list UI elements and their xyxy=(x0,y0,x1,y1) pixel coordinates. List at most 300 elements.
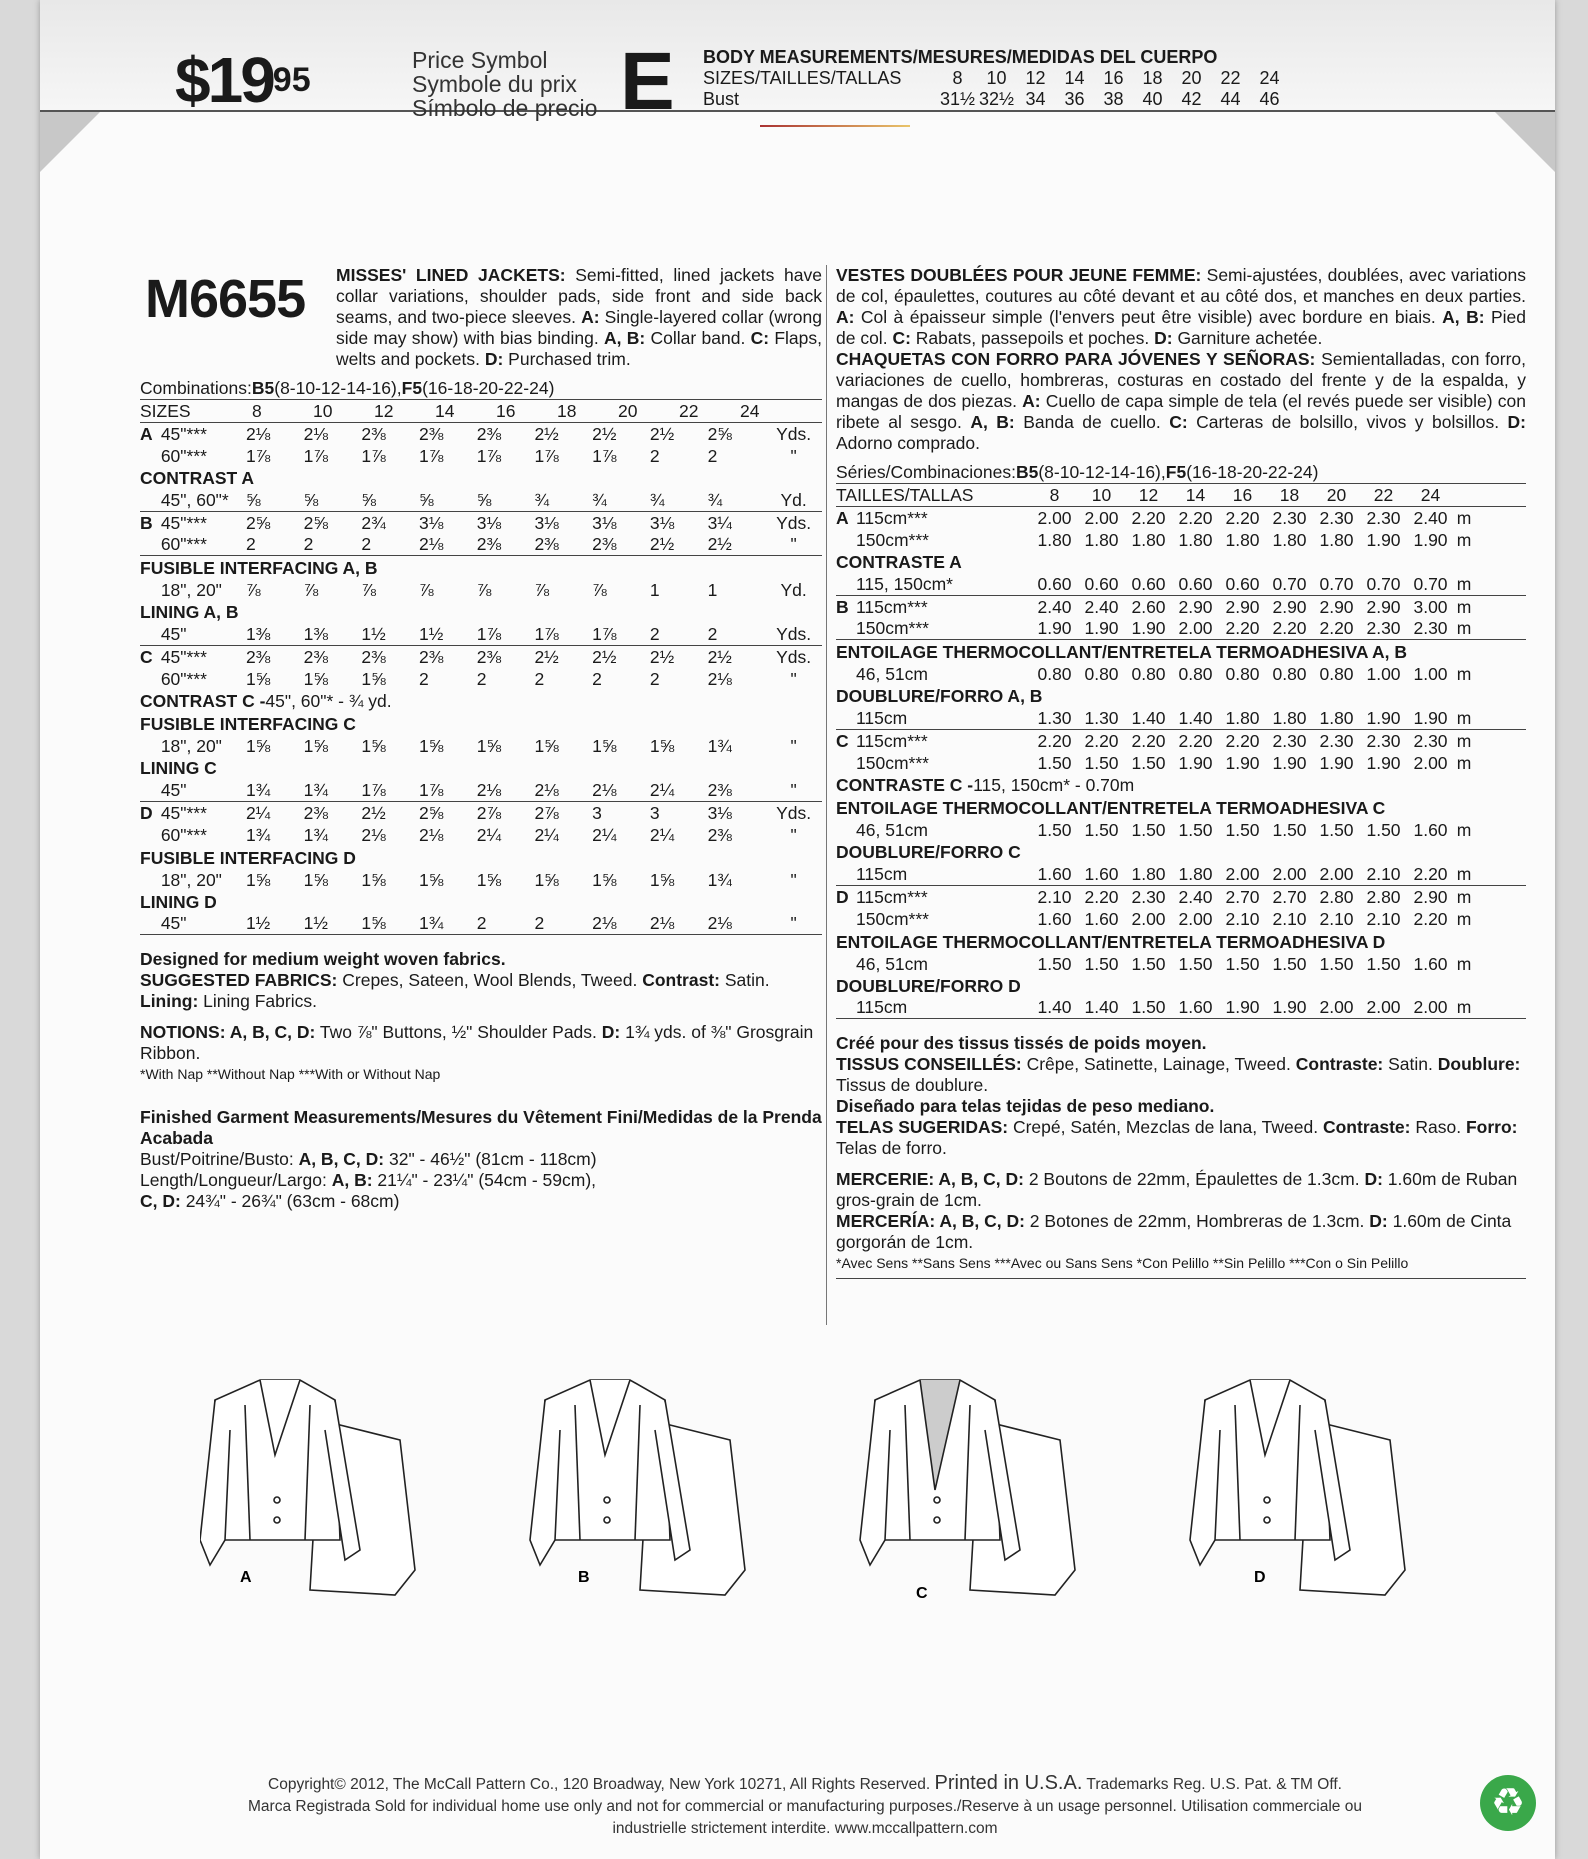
fabric-width: 115cm*** xyxy=(856,730,928,751)
table-row xyxy=(836,997,1526,1019)
yardage-value: 2.60 xyxy=(1131,597,1166,618)
yardage-value: 2⅛ xyxy=(534,779,559,800)
yardage-value: 2.30 xyxy=(1366,730,1401,751)
bold-text: D: xyxy=(1369,1211,1388,1232)
yardage-value: 2⅜ xyxy=(361,423,386,444)
fabric-width: 18", 20" xyxy=(160,869,222,890)
column-divider xyxy=(826,265,827,1325)
yardage-value: 2⅜ xyxy=(419,646,444,667)
yardage-value: 2.00 xyxy=(1413,753,1448,774)
size-value: 10 xyxy=(986,68,1007,88)
unit: " xyxy=(790,534,797,555)
yardage-value: 1⅞ xyxy=(361,779,386,800)
bold-text: C: xyxy=(1169,412,1188,432)
fabric-width: 45" xyxy=(160,623,187,644)
text: Crepes, Sateen, Wool Blends, Tweed. xyxy=(337,970,643,991)
yardage-value: 2.20 xyxy=(1225,618,1260,639)
unit: m xyxy=(1456,953,1472,974)
text: 1¾ yds. of ⅜" Grosgrain Ribbon. xyxy=(140,1022,814,1064)
size-header: 16 xyxy=(496,400,516,421)
yardage-value: 2⅜ xyxy=(707,825,732,846)
yardage-value: 1¾ xyxy=(245,825,271,846)
yardage-value: 2.00 xyxy=(1319,863,1354,884)
unit: m xyxy=(1456,863,1472,884)
yardage-value: 2 xyxy=(476,669,487,690)
yardage-value: 3.00 xyxy=(1413,597,1448,618)
jacket-view-d xyxy=(1190,1380,1405,1595)
yardage-value: 1.90 xyxy=(1413,707,1448,728)
table-row xyxy=(836,573,1526,595)
fabric-width: 150cm*** xyxy=(856,753,929,774)
text: 1.60m de Ruban gros-grain de 1cm. xyxy=(836,1169,1518,1211)
yardage-value: 2.30 xyxy=(1319,507,1354,528)
yardage-value: 2½ xyxy=(707,534,732,555)
fabric-width: 115cm*** xyxy=(856,597,928,618)
yardage-value: 3⅛ xyxy=(476,513,502,534)
yardage-value: 0.70 xyxy=(1272,573,1307,594)
text: Semi-fitted, lined jackets have collar variations, shoulder pads, side front and side back seams, and two-piece sleeves. xyxy=(336,265,822,327)
yardage-value: 2.30 xyxy=(1272,507,1307,528)
text: Bust/Poitrine/Busto: xyxy=(140,1149,299,1170)
yardage-value: 2.00 xyxy=(1178,618,1213,639)
text: (16-18-20-22-24) xyxy=(1186,462,1319,483)
bold-text: TELAS SUGERIDAS: xyxy=(836,1117,1009,1138)
text: Tissus de doublure. xyxy=(836,1075,989,1096)
decorative-line xyxy=(760,125,910,127)
yardage-rows-en xyxy=(140,400,822,935)
yardage-value: 1.90 xyxy=(1366,753,1401,774)
fabric-width: 45"*** xyxy=(160,423,207,444)
yardage-value: 2.00 xyxy=(1225,863,1260,884)
table-row xyxy=(836,930,1526,952)
bold-text: TISSUS CONSEILLÉS: xyxy=(836,1054,1022,1075)
yardage-value: 2.90 xyxy=(1413,886,1448,907)
view-letter: D xyxy=(836,886,849,907)
sizes-label: SIZES/TAILLES/TALLAS xyxy=(703,68,902,88)
yardage-value: 2.20 xyxy=(1413,863,1448,884)
price-dollars: 19 xyxy=(207,44,273,116)
yardage-value: ⅞ xyxy=(476,579,492,600)
yardage-value: ⅞ xyxy=(534,579,550,600)
yardage-value: 1¾ xyxy=(707,869,732,890)
size-header: 10 xyxy=(313,400,333,421)
bold-text: Contrast: xyxy=(642,970,720,991)
yardage-value: 2.90 xyxy=(1225,597,1260,618)
yardage-value: ¾ xyxy=(592,489,607,510)
table-row xyxy=(836,663,1526,685)
bold-text: A: xyxy=(836,307,855,327)
yardage-value: 2⅝ xyxy=(707,423,732,444)
section-heading: DOUBLURE/FORRO A, B xyxy=(836,686,1043,707)
table-row xyxy=(140,913,822,935)
yardage-value: 0.80 xyxy=(1178,663,1213,684)
fabric-width: 45", 60"* xyxy=(160,489,229,510)
view-letter: C xyxy=(140,646,153,667)
text: Semi-ajustées, doublées, avec variations de col, épaulettes, coutures au côté devant et au côté dos, et manches en deux parties. xyxy=(836,265,1526,306)
yardage-value: 1.80 xyxy=(1131,530,1166,551)
bold-text: Lining: xyxy=(140,991,199,1012)
table-row xyxy=(836,863,1526,885)
yardage-value: 1.90 xyxy=(1225,753,1260,774)
flap-corner-right xyxy=(1495,112,1555,172)
yardage-value: 1.80 xyxy=(1178,530,1213,551)
yardage-value: 1.80 xyxy=(1272,707,1307,728)
yardage-value: 2⅜ xyxy=(419,423,444,444)
yardage-value: 1.50 xyxy=(1272,820,1307,841)
table-row xyxy=(140,869,822,891)
view-label: C xyxy=(916,1585,928,1602)
yardage-value: 1⅝ xyxy=(245,869,271,890)
yardage-value: 0.70 xyxy=(1413,573,1448,594)
yardage-value: 2½ xyxy=(534,423,559,444)
yardage-value: 2 xyxy=(245,534,256,555)
finished-measurements xyxy=(140,1107,822,1212)
table-row xyxy=(140,757,822,779)
yardage-value: 2.00 xyxy=(1366,997,1401,1018)
bust-value: 32½ xyxy=(978,89,1015,109)
section-heading: ENTOILAGE THERMOCOLLANT/ENTRETELA TERMOADHESIVA D xyxy=(836,931,1386,952)
text: Purchased trim. xyxy=(503,349,631,369)
bold-text: A, B, C, D: xyxy=(298,1149,385,1170)
table-row xyxy=(836,618,1526,640)
bold-text: A, B: xyxy=(1442,307,1485,327)
unit: m xyxy=(1456,618,1472,639)
yardage-value: 2½ xyxy=(361,802,386,823)
bold-text: MERCERIE: A, B, C, D: xyxy=(836,1169,1024,1190)
yardage-value: 2.40 xyxy=(1084,597,1119,618)
bold-text: B5 xyxy=(1015,462,1039,483)
fabric-width: 115, 150cm* xyxy=(856,573,953,594)
yardage-value: 2.70 xyxy=(1272,886,1307,907)
size-header: 22 xyxy=(679,400,699,421)
text: Raso. xyxy=(1410,1117,1466,1138)
section-heading: LINING D xyxy=(140,892,217,913)
table-row xyxy=(140,802,822,824)
bold-text: C: xyxy=(750,328,770,348)
section-heading: FUSIBLE INTERFACING A, B xyxy=(140,557,378,578)
size-header-label: SIZES xyxy=(140,400,191,421)
yardage-value: 2⅛ xyxy=(476,779,502,800)
yardage-value: 2.20 xyxy=(1131,507,1166,528)
yardage-value: 2.00 xyxy=(1178,909,1213,930)
yardage-value: 1 xyxy=(649,579,660,600)
yardage-value: 2.90 xyxy=(1319,597,1354,618)
yardage-value: 1¾ xyxy=(419,913,444,934)
bust-value: 38 xyxy=(1103,89,1124,109)
yardage-value: 2 xyxy=(361,534,372,555)
yardage-value: 2 xyxy=(592,669,602,690)
text: Flaps, welts and pockets. xyxy=(336,328,822,369)
yardage-value: 1⅞ xyxy=(303,446,328,467)
bold-text: C, D: xyxy=(140,1191,181,1212)
yardage-value: 1¾ xyxy=(303,779,328,800)
text: Single-layered collar (wrong side may show) with bias binding. xyxy=(336,307,822,348)
yardage-value: 2.30 xyxy=(1366,618,1401,639)
size-value: 22 xyxy=(1220,68,1241,88)
section-heading: CONTRAST A xyxy=(140,468,255,489)
yardage-value: 0.60 xyxy=(1037,573,1072,594)
yardage-value: 2.20 xyxy=(1178,507,1213,528)
yardage-value: ⅞ xyxy=(303,579,319,600)
table-row xyxy=(140,824,822,846)
yardage-value: 1.90 xyxy=(1272,997,1307,1018)
yardage-value: 2 xyxy=(707,446,718,467)
size-value: 14 xyxy=(1064,68,1085,88)
yardage-value: 2.70 xyxy=(1225,886,1260,907)
table-row xyxy=(140,423,822,445)
yardage-value: 1.40 xyxy=(1178,707,1213,728)
yardage-value: 2.90 xyxy=(1272,597,1307,618)
yardage-value: 1.80 xyxy=(1272,530,1307,551)
size-header: 24 xyxy=(740,400,760,421)
notions-fr-es xyxy=(836,1169,1526,1253)
yardage-value: 1.80 xyxy=(1225,707,1260,728)
section-heading: ENTOILAGE THERMOCOLLANT/ENTRETELA TERMOADHESIVA A, B xyxy=(836,641,1408,662)
price: $\$19^{95}$ xyxy=(175,44,311,116)
yardage-value: 1.50 xyxy=(1131,820,1166,841)
yardage-value: 2½ xyxy=(649,423,675,444)
unit: m xyxy=(1456,730,1472,751)
yardage-value: 1.80 xyxy=(1084,530,1119,551)
bold-text: D: xyxy=(1364,1169,1383,1190)
size-header: 8 xyxy=(252,400,262,421)
size-value: 8 xyxy=(952,68,963,88)
yardage-value: 2.30 xyxy=(1131,886,1166,907)
yardage-value: 2.40 xyxy=(1178,886,1213,907)
text: 2 Boutons de 22mm, Épaulettes de 1.3cm. xyxy=(1023,1169,1365,1190)
yardage-value: 3 xyxy=(649,802,660,823)
unit: Yd. xyxy=(780,579,807,600)
table-row xyxy=(140,512,822,534)
section-note: 115, 150cm* - 0.70m xyxy=(973,775,1135,796)
yardage-value: 2.80 xyxy=(1319,886,1354,907)
yardage-value: 2 xyxy=(649,623,660,644)
yardage-value: 1⅝ xyxy=(419,869,444,890)
fabric-width: 115cm*** xyxy=(856,886,928,907)
bold-text: C: xyxy=(892,328,911,348)
yardage-value: 1.50 xyxy=(1084,953,1119,974)
yardage-value: 2⅛ xyxy=(361,825,386,846)
yardage-value: 2 xyxy=(476,913,487,934)
text: Crêpe, Satinette, Lainage, Tweed. xyxy=(1021,1054,1296,1075)
yardage-value: 1¾ xyxy=(303,825,328,846)
bold-text: Finished Garment Measurements/Mesures du Vêtement Fini/Medidas de la Prenda Acabada xyxy=(140,1107,822,1149)
table-row xyxy=(836,908,1526,930)
yardage-value: 1⅞ xyxy=(476,446,502,467)
yardage-value: 1.90 xyxy=(1178,753,1213,774)
pattern-number: M6655 xyxy=(145,269,306,329)
yardage-value: 1⅜ xyxy=(303,623,328,644)
yardage-value: 2⅞ xyxy=(534,802,559,823)
yardage-value: 2.30 xyxy=(1413,730,1448,751)
table-row xyxy=(140,779,822,801)
yardage-value: 1⅞ xyxy=(419,446,444,467)
text: 21¼" - 23¼" (54cm - 59cm), xyxy=(372,1170,597,1191)
yardage-value: 2⅞ xyxy=(476,802,502,823)
fabric-width: 115cm xyxy=(856,863,908,884)
yardage-value: 1.30 xyxy=(1084,707,1119,728)
yardage-value: 1 xyxy=(707,579,718,600)
table-row xyxy=(140,846,822,868)
yardage-value: 2.20 xyxy=(1272,618,1307,639)
section-heading: FUSIBLE INTERFACING D xyxy=(140,847,356,868)
yardage-value: ¾ xyxy=(649,489,665,510)
view-letter: C xyxy=(836,730,849,751)
table-row xyxy=(140,735,822,757)
size-header: 18 xyxy=(1279,484,1300,505)
text: Semientalladas, con forro, variaciones de cuello, hombreras, costuras en costado del frente y de la espalda, y mangas de dos piezas. xyxy=(836,349,1526,411)
french-spanish-column xyxy=(836,265,1526,1279)
table-row xyxy=(836,796,1526,818)
bold-text: VESTES DOUBLÉES POUR JEUNE FEMME: xyxy=(836,265,1202,285)
yardage-value: 1⅝ xyxy=(534,736,559,757)
yardage-value: 1.50 xyxy=(1319,820,1354,841)
yardage-value: 1.50 xyxy=(1178,953,1213,974)
yardage-value: 0.60 xyxy=(1178,573,1213,594)
yardage-value: ⅝ xyxy=(361,489,376,510)
yardage-value: 2¼ xyxy=(476,825,502,846)
yardage-value: 1.50 xyxy=(1178,820,1213,841)
bold-text: NOTIONS: A, B, C, D: xyxy=(140,1022,316,1043)
table-row xyxy=(140,489,822,511)
table-row xyxy=(836,529,1526,551)
table-row xyxy=(836,819,1526,841)
yardage-value: 1.90 xyxy=(1319,753,1354,774)
bold-text: Contraste: xyxy=(1295,1054,1384,1075)
yardage-value: 0.80 xyxy=(1225,663,1260,684)
unit: Yds. xyxy=(776,423,812,444)
view-label: B xyxy=(578,1569,590,1586)
yardage-value: 2⅛ xyxy=(649,913,675,934)
yardage-value: 1⅝ xyxy=(649,736,675,757)
yardage-value: 2.20 xyxy=(1413,909,1448,930)
unit: Yds. xyxy=(776,646,812,667)
size-header: 20 xyxy=(618,400,638,421)
yardage-value: 0.60 xyxy=(1225,573,1260,594)
yardage-value: 1.60 xyxy=(1413,820,1448,841)
bust-value: 31½ xyxy=(939,89,976,109)
yardage-value: 1⅝ xyxy=(649,869,675,890)
yardage-value: 2⅜ xyxy=(303,802,328,823)
size-header: 14 xyxy=(1185,484,1206,505)
yardage-value: 1.50 xyxy=(1037,753,1072,774)
yardage-value: 2⅝ xyxy=(303,513,328,534)
bold-text: Designed for medium weight woven fabrics. xyxy=(140,949,506,970)
bold-text: A: xyxy=(1022,391,1041,411)
yardage-value: 2.90 xyxy=(1178,597,1213,618)
yardage-value: 0.70 xyxy=(1319,573,1354,594)
table-row xyxy=(140,668,822,690)
section-heading: FUSIBLE INTERFACING C xyxy=(140,713,356,734)
table-row xyxy=(140,891,822,913)
size-header: 10 xyxy=(1091,484,1112,505)
yardage-value: 2.90 xyxy=(1366,597,1401,618)
bold-text: A, B: xyxy=(970,412,1015,432)
text: 1.60m de Cinta gorgorán de 1cm. xyxy=(836,1211,1512,1253)
yardage-value: 1.80 xyxy=(1037,530,1072,551)
bold-text: A: xyxy=(581,307,600,327)
section-heading: DOUBLURE/FORRO C xyxy=(836,842,1021,863)
yardage-value: 3¼ xyxy=(707,513,732,534)
yardage-value: ⅞ xyxy=(245,579,261,600)
fabric-width: 60"*** xyxy=(160,825,207,846)
size-value: 16 xyxy=(1103,68,1124,88)
flap-corner-left xyxy=(40,112,100,172)
size-header: 24 xyxy=(1420,484,1441,505)
yardage-value: 2⅜ xyxy=(476,646,502,667)
yardage-value: 2.10 xyxy=(1272,909,1307,930)
yardage-value: 2.20 xyxy=(1084,886,1119,907)
text: (16-18-20-22-24) xyxy=(422,378,555,399)
jacket-view-b xyxy=(530,1380,745,1595)
table-row xyxy=(836,707,1526,729)
yardage-value: 1.90 xyxy=(1366,707,1401,728)
yardage-value: 0.60 xyxy=(1084,573,1119,594)
table-row xyxy=(140,534,822,556)
size-value: 12 xyxy=(1025,68,1046,88)
yardage-value: 2.80 xyxy=(1366,886,1401,907)
recycle-icon: ♻ xyxy=(1480,1775,1536,1831)
text: Satin. xyxy=(1383,1054,1438,1075)
bold-text: B5 xyxy=(251,378,275,399)
yardage-value: 1.50 xyxy=(1366,820,1401,841)
bold-text: MERCERÍA: A, B, C, D: xyxy=(836,1211,1025,1232)
view-letter: A xyxy=(836,507,849,528)
yardage-value: 1⅞ xyxy=(476,623,502,644)
yardage-value: 2⅜ xyxy=(476,423,502,444)
bold-text: Diseñado para telas tejidas de peso mediano. xyxy=(836,1096,1215,1117)
fabric-width: 46, 51cm xyxy=(856,663,928,684)
yardage-value: 1.40 xyxy=(1131,707,1166,728)
size-header: 16 xyxy=(1232,484,1253,505)
text: Combinations: xyxy=(140,378,252,399)
yardage-value: 1.80 xyxy=(1319,707,1354,728)
size-header: 22 xyxy=(1373,484,1394,505)
text: Rabats, passepoils et poches. xyxy=(910,328,1155,348)
fabric-width: 115cm xyxy=(856,707,908,728)
copyright: Copyright© 2012, The McCall Pattern Co., 120 Broadway, New York 10271, All Rights Reserved. xyxy=(268,1776,931,1793)
size-value: 18 xyxy=(1142,68,1163,88)
size-header: 14 xyxy=(435,400,455,421)
yardage-value: 1⅝ xyxy=(361,669,386,690)
view-letter: D xyxy=(140,802,153,823)
size-header: 8 xyxy=(1049,484,1060,505)
table-row xyxy=(836,507,1526,529)
unit: m xyxy=(1456,573,1472,594)
yardage-value: 2½ xyxy=(592,423,617,444)
yardage-value: 1⅝ xyxy=(534,869,559,890)
bold-text: Créé pour des tissus tissés de poids moyen. xyxy=(836,1033,1207,1054)
yardage-value: 2⅛ xyxy=(707,669,732,690)
size-header: 12 xyxy=(1138,484,1159,505)
bust-row xyxy=(703,89,1289,110)
yardage-value: 2⅛ xyxy=(419,534,444,555)
yardage-value: 1.00 xyxy=(1413,663,1448,684)
yardage-value: 0.80 xyxy=(1037,663,1072,684)
fabric-width: 60"*** xyxy=(160,446,207,467)
table-row xyxy=(140,579,822,601)
body-measurements xyxy=(703,47,1289,110)
text: Length/Longueur/Largo: xyxy=(140,1170,332,1191)
fabric-width: 45"*** xyxy=(160,646,207,667)
yardage-value: 1⅞ xyxy=(245,446,271,467)
yardage-value: ¾ xyxy=(534,489,550,510)
fabric-width: 60"*** xyxy=(160,534,207,555)
size-header: 12 xyxy=(374,400,394,421)
yardage-value: 2⅜ xyxy=(707,779,732,800)
garment-views-illustration xyxy=(200,1360,1540,1610)
view-label: D xyxy=(1254,1569,1266,1586)
